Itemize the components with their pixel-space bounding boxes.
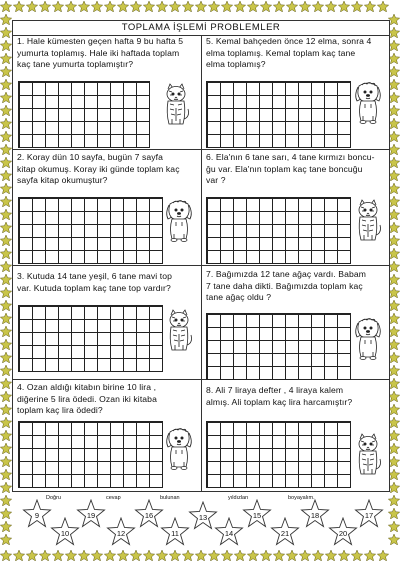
border-star	[388, 287, 399, 298]
border-star	[388, 105, 399, 116]
problem-7-text: 7. Bağımızda 12 tane ağaç vardı. Babam 7 tane daha dikti. Bağımızda toplam kaç tane ağaç oldu ?	[206, 269, 367, 302]
answer-stars-area	[12, 491, 388, 547]
border-star	[0, 378, 11, 389]
border-star	[286, 550, 297, 561]
cat-icon	[353, 199, 383, 243]
border-star	[338, 1, 349, 12]
answer-star[interactable]: 17	[354, 499, 384, 529]
border-star	[0, 508, 11, 519]
problem-6-answer-grid[interactable]	[206, 197, 351, 264]
border-star	[0, 521, 11, 532]
problem-6-text: 6. Ela'nın 6 tane sarı, 4 tane kırmızı boncu- ğu var. Ela'nın toplam kaç tane boncuğu var ?	[206, 152, 375, 185]
answer-star[interactable]: 16	[134, 499, 164, 529]
border-star	[0, 157, 11, 168]
border-star	[0, 66, 11, 77]
border-star	[388, 391, 399, 402]
border-star	[182, 550, 193, 561]
dog-icon	[353, 317, 383, 361]
border-star	[388, 339, 399, 350]
border-star	[0, 456, 11, 467]
border-star	[388, 235, 399, 246]
border-star	[195, 1, 206, 12]
border-star	[169, 550, 180, 561]
border-star	[273, 1, 284, 12]
border-star	[0, 482, 11, 493]
border-star	[182, 1, 193, 12]
border-star	[221, 550, 232, 561]
problem-8-text: 8. Ali 7 liraya defter , 4 liraya kalem almış. Ali toplam kaç lira harcamıştır?	[206, 385, 353, 407]
problem-7-answer-grid[interactable]	[206, 313, 351, 380]
border-star	[52, 1, 63, 12]
border-star	[388, 482, 399, 493]
border-star	[130, 1, 141, 12]
border-star	[388, 157, 399, 168]
answer-star[interactable]: 10	[50, 517, 80, 547]
worksheet	[12, 20, 390, 492]
border-star	[0, 287, 11, 298]
border-star	[388, 66, 399, 77]
border-star	[143, 550, 154, 561]
border-star	[0, 534, 11, 545]
border-star	[0, 170, 11, 181]
border-star	[0, 92, 11, 103]
border-star	[388, 170, 399, 181]
border-star	[117, 550, 128, 561]
border-star	[117, 1, 128, 12]
border-star	[104, 1, 115, 12]
border-star	[388, 534, 399, 545]
border-star	[0, 196, 11, 207]
border-star	[0, 352, 11, 363]
border-star	[351, 1, 362, 12]
border-star	[299, 1, 310, 12]
border-star	[0, 443, 11, 454]
answer-star[interactable]: 21	[270, 517, 300, 547]
cat-icon	[164, 309, 194, 353]
border-star	[0, 131, 11, 142]
border-star	[388, 313, 399, 324]
answer-star[interactable]: 15	[242, 499, 272, 529]
border-star	[388, 118, 399, 129]
border-star	[388, 53, 399, 64]
border-star	[156, 550, 167, 561]
border-star	[0, 235, 11, 246]
border-star	[388, 209, 399, 220]
border-star	[388, 404, 399, 415]
border-star	[338, 550, 349, 561]
border-star	[39, 550, 50, 561]
instruction-word: yıldızları	[228, 495, 249, 501]
border-star	[325, 1, 336, 12]
border-star	[26, 550, 37, 561]
border-star	[325, 550, 336, 561]
border-star	[0, 105, 11, 116]
page-title: TOPLAMA İŞLEMİ PROBLEMLER	[13, 21, 389, 36]
problem-2-answer-grid[interactable]	[18, 197, 163, 264]
border-star	[65, 550, 76, 561]
border-star	[388, 144, 399, 155]
border-star	[0, 430, 11, 441]
border-star	[0, 469, 11, 480]
dog-icon	[164, 199, 194, 243]
border-star	[388, 183, 399, 194]
border-star	[26, 1, 37, 12]
border-star	[0, 118, 11, 129]
answer-star[interactable]: 18	[300, 499, 330, 529]
border-star	[39, 1, 50, 12]
problem-2-text: 2. Koray dün 10 sayfa, bugün 7 sayfa kitap okumuş. Koray iki günde toplam kaç sayfa kitap okumuştur?	[17, 152, 180, 185]
border-star	[208, 550, 219, 561]
border-star	[0, 417, 11, 428]
border-star	[104, 550, 115, 561]
answer-star[interactable]: 20	[328, 517, 358, 547]
cat-icon	[353, 433, 383, 477]
border-star	[388, 352, 399, 363]
border-star	[0, 339, 11, 350]
border-star	[0, 144, 11, 155]
border-star	[0, 209, 11, 220]
border-star	[364, 1, 375, 12]
border-star	[388, 378, 399, 389]
border-star	[0, 79, 11, 90]
answer-star[interactable]: 13	[188, 501, 218, 531]
instruction-word: cevap	[106, 495, 121, 501]
border-star	[78, 550, 89, 561]
border-star	[388, 40, 399, 51]
border-star	[260, 1, 271, 12]
border-star	[65, 1, 76, 12]
problem-4-answer-grid[interactable]	[18, 421, 163, 488]
border-star	[0, 404, 11, 415]
border-star	[312, 550, 323, 561]
border-star	[351, 550, 362, 561]
border-star	[78, 1, 89, 12]
border-star	[388, 79, 399, 90]
answer-star[interactable]: 12	[106, 517, 136, 547]
row-divider	[13, 149, 389, 150]
cat-icon	[161, 83, 191, 127]
border-star	[0, 222, 11, 233]
border-star	[388, 469, 399, 480]
border-star	[388, 274, 399, 285]
answer-star[interactable]: 19	[76, 499, 106, 529]
dog-icon	[353, 81, 383, 125]
border-star	[169, 1, 180, 12]
border-star	[0, 391, 11, 402]
border-star	[13, 1, 24, 12]
border-star	[234, 550, 245, 561]
border-star	[13, 550, 24, 561]
border-star	[388, 131, 399, 142]
border-star	[388, 222, 399, 233]
border-star	[91, 550, 102, 561]
problem-5-text: 5. Kemal bahçeden önce 12 elma, sonra 4 elma toplamış. Kemal toplam kaç tane elma toplamış?	[206, 36, 372, 69]
problem-4-text: 4. Ozan aldığı kitabın birine 10 lira , diğerine 5 lira ödedi. Ozan iki kitaba toplam kaç lira ödedi?	[17, 382, 157, 415]
border-star	[195, 550, 206, 561]
problem-1-answer-grid[interactable]	[18, 81, 150, 148]
border-star	[52, 550, 63, 561]
border-star	[208, 1, 219, 12]
border-star	[156, 1, 167, 12]
answer-star[interactable]: 14	[214, 517, 244, 547]
border-star	[388, 92, 399, 103]
border-star	[0, 300, 11, 311]
border-star	[0, 14, 11, 25]
border-star	[388, 196, 399, 207]
border-star	[273, 550, 284, 561]
border-star	[388, 365, 399, 376]
border-star	[0, 40, 11, 51]
column-divider	[201, 35, 202, 491]
border-star	[388, 27, 399, 38]
border-star	[312, 1, 323, 12]
border-star	[0, 53, 11, 64]
border-star	[388, 495, 399, 506]
border-star	[388, 430, 399, 441]
border-star	[388, 326, 399, 337]
border-star	[0, 1, 11, 12]
answer-star[interactable]: 11	[160, 517, 190, 547]
border-star	[388, 417, 399, 428]
border-star	[388, 508, 399, 519]
border-star	[260, 550, 271, 561]
border-star	[364, 550, 375, 561]
border-star	[286, 1, 297, 12]
problem-3-answer-grid[interactable]	[18, 305, 163, 372]
border-star	[234, 1, 245, 12]
border-star	[143, 1, 154, 12]
problem-3-text: 3. Kutuda 14 tane yeşil, 6 tane mavi top var. Kutuda toplam kaç tane top vardır?	[17, 271, 172, 293]
border-star	[0, 326, 11, 337]
border-star	[388, 521, 399, 532]
problem-1-text: 1. Hale kümesten geçen hafta 9 bu hafta 5 yumurta toplamış. Hale iki haftada toplam kaç tane yumurta toplamıştır?	[17, 36, 184, 69]
border-star	[0, 495, 11, 506]
row-divider	[13, 265, 389, 266]
border-star	[377, 550, 388, 561]
border-star	[0, 183, 11, 194]
border-star	[0, 274, 11, 285]
problem-5-answer-grid[interactable]	[206, 81, 351, 148]
border-star	[0, 550, 11, 561]
border-star	[388, 443, 399, 454]
border-star	[0, 365, 11, 376]
border-star	[91, 1, 102, 12]
border-star	[0, 248, 11, 259]
instruction-word: Doğru	[46, 495, 61, 501]
border-star	[0, 27, 11, 38]
border-star	[377, 1, 388, 12]
border-star	[388, 456, 399, 467]
border-star	[299, 550, 310, 561]
border-star	[388, 300, 399, 311]
problem-8-answer-grid[interactable]	[206, 421, 351, 488]
border-star	[221, 1, 232, 12]
border-star	[130, 550, 141, 561]
border-star	[0, 261, 11, 272]
border-star	[388, 261, 399, 272]
answer-star[interactable]: 9	[22, 499, 52, 529]
border-star	[247, 1, 258, 12]
border-star	[0, 313, 11, 324]
instruction-word: boyayalım.	[288, 495, 315, 501]
border-star	[247, 550, 258, 561]
border-star	[388, 14, 399, 25]
border-star	[388, 248, 399, 259]
dog-icon	[164, 427, 194, 471]
instruction-word: bulunan	[160, 495, 180, 501]
